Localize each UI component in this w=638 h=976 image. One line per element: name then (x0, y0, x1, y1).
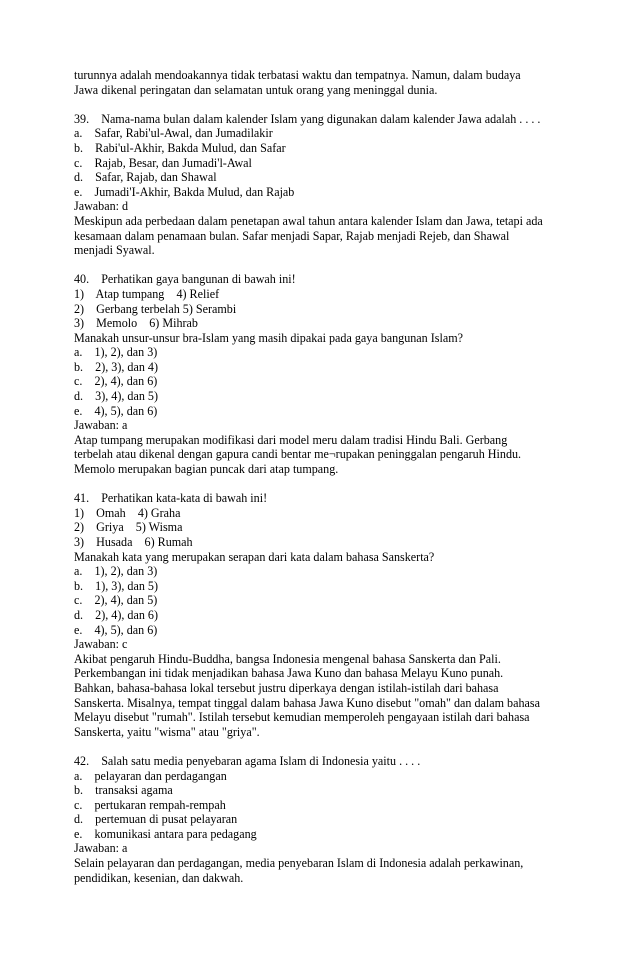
block-q42 (74, 754, 574, 885)
text-line: Jawaban: c (74, 637, 128, 652)
text-line: menjadi Syawal. (74, 243, 155, 258)
text-line: 41. Perhatikan kata-kata di bawah ini! (74, 491, 268, 506)
text-line: kesamaan dalam penamaan bulan. Safar menjadi Sapar, Rajab menjadi Rejeb, dan Shawal (74, 228, 510, 243)
text-line: Bahkan, bahasa-bahasa lokal tersebut justru diperkaya dengan istilah-istilah dari bahasa (74, 680, 499, 695)
text-line: b. Rabi'ul-Akhir, Bakda Mulud, dan Safar (74, 140, 286, 155)
text-line: a. pelayaran dan perdagangan (74, 768, 227, 783)
text-line: 42. Salah satu media penyebaran agama Islam di Indonesia yaitu . . . . (74, 753, 421, 768)
text-line: e. 4), 5), dan 6) (74, 403, 158, 418)
block-q41 (74, 491, 574, 739)
block-gap (74, 739, 574, 754)
text-line: Melayu disebut "rumah". Istilah tersebut kemudian memperoleh pengayaan istilah dari bahasa (74, 710, 530, 725)
text-line: Akibat pengaruh Hindu-Buddha, bangsa Indonesia mengenal bahasa Sanskerta dan Pali. (74, 651, 501, 666)
text-line: Selain pelayaran dan perdagangan, media penyebaran Islam di Indonesia adalah perkawinan, (74, 856, 524, 871)
text-line: e. Jumadi'I-Akhir, Bakda Mulud, dan Rajab (74, 184, 295, 199)
block-q39 (74, 112, 574, 258)
text-line: Atap tumpang merupakan modifikasi dari model meru dalam tradisi Hindu Bali. Gerbang (74, 432, 508, 447)
block-gap (74, 258, 574, 273)
text-line: c. pertukaran rempah-rempah (74, 797, 226, 812)
block-gap (74, 477, 574, 492)
text-line: b. 1), 3), dan 5) (74, 578, 158, 593)
text-line: 2) Gerbang terbelah 5) Serambi (74, 301, 237, 316)
document-page (74, 68, 574, 885)
text-line: d. 2), 4), dan 6) (74, 607, 158, 622)
text-line: c. 2), 4), dan 6) (74, 374, 158, 389)
text-line: Sanskerta. Misalnya, tempat tinggal dalam bahasa Jawa Kuno disebut "omah" dan dalam bahasa (74, 695, 540, 710)
text-line: 1) Atap tumpang 4) Relief (74, 286, 220, 301)
block-intro (74, 68, 574, 97)
text-line: 40. Perhatikan gaya bangunan di bawah ini! (74, 272, 296, 287)
text-line: 3) Memolo 6) Mihrab (74, 316, 198, 331)
text-line: 39. Nama-nama bulan dalam kalender Islam yang digunakan dalam kalender Jawa adalah . . . . (74, 111, 541, 126)
text-line: Perkembangan ini tidak menjadikan bahasa Jawa Kuno dan bahasa Melayu Kuno punah. (74, 666, 504, 681)
text-line: terbelah atau dikenal dengan gapura candi bentar me¬rupakan peninggalan pengaruh Hindu. (74, 447, 522, 462)
text-line: a. 1), 2), dan 3) (74, 345, 158, 360)
text-line: Jawa dikenal peringatan dan selamatan untuk orang yang meninggal dunia. (74, 82, 438, 97)
text-line: Manakah kata yang merupakan serapan dari kata dalam bahasa Sanskerta? (74, 549, 435, 564)
text-line: Jawaban: a (74, 841, 128, 856)
text-line: Manakah unsur-unsur bra-Islam yang masih dipakai pada gaya bangunan Islam? (74, 330, 463, 345)
text-line: e. komunikasi antara para pedagang (74, 826, 257, 841)
text-line: Memolo merupakan bagian puncak dari atap tumpang. (74, 462, 339, 477)
text-line: 1) Omah 4) Graha (74, 505, 181, 520)
text-line: turunnya adalah mendoakannya tidak terbatasi waktu dan tempatnya. Namun, dalam budaya (74, 68, 521, 82)
text-line: 3) Husada 6) Rumah (74, 535, 193, 549)
text-line: Meskipun ada perbedaan dalam penetapan awal tahun antara kalender Islam dan Jawa, tetapi ada (74, 213, 543, 228)
text-line: d. Safar, Rajab, dan Shawal (74, 170, 217, 185)
text-line: e. 4), 5), dan 6) (74, 622, 158, 637)
block-gap (74, 97, 574, 112)
text-line: 2) Griya 5) Wisma (74, 520, 183, 535)
block-q40 (74, 272, 574, 476)
text-line: Jawaban: d (74, 199, 129, 214)
text-line: pendidikan, kesenian, dan dakwah. (74, 870, 244, 885)
text-line: d. 3), 4), dan 5) (74, 389, 158, 404)
text-line: c. Rajab, Besar, dan Jumadi'l-Awal (74, 155, 252, 170)
text-line: d. pertemuan di pusat pelayaran (74, 812, 238, 827)
text-line: a. Safar, Rabi'ul-Awal, dan Jumadilakir (74, 126, 273, 141)
text-line: c. 2), 4), dan 5) (74, 593, 158, 608)
text-line: b. 2), 3), dan 4) (74, 359, 158, 374)
text-line: a. 1), 2), dan 3) (74, 564, 158, 579)
text-line: b. transaksi agama (74, 783, 173, 798)
text-line: Jawaban: a (74, 418, 128, 433)
text-line: Sanskerta, yaitu "wisma" atau "griya". (74, 724, 260, 739)
